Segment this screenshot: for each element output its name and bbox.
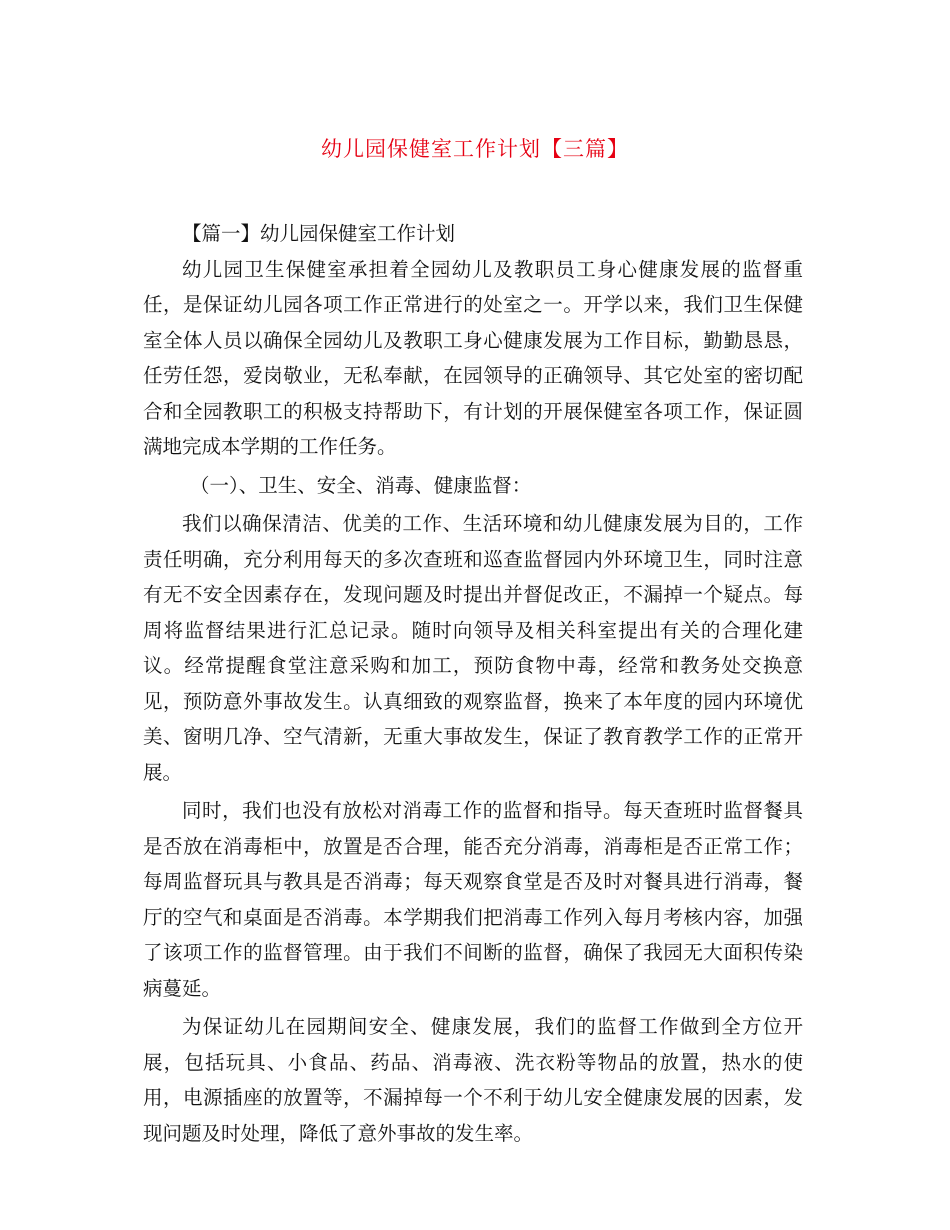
section-heading: （一）、卫生、安全、消毒、健康监督：: [190, 473, 532, 497]
paragraph-intro: 幼儿园卫生保健室承担着全园幼儿及教职员工身心健康发展的监督重任，是保证幼儿园各项工作正常进行的处室之一。开学以来，我们卫生保健室全体人员以确保全园幼儿及教职工身心健康发展为工作目标，勤勤恳恳，任劳任怨，爱岗敬业，无私奉献，在园领导的正确领导、其它处室的密切配合和全园教职工的积极支持帮助下，有计划的开展保健室各项工作，保证圆满地完成本学期的工作任务。: [143, 257, 803, 458]
paragraph-hygiene: 我们以确保清洁、优美的工作、生活环境和幼儿健康发展为目的，工作责任明确，充分利用每天的多次查班和巡查监督园内外环境卫生，同时注意有无不安全因素存在，发现问题及时提出并督促改正，不漏掉一个疑点。每周将监督结果进行汇总记录。随时向领导及相关科室提出有关的合理化建议。经常提醒食堂注意采购和加工，预防食物中毒，经常和教务处交换意见，预防意外事故发生。认真细致的观察监督，换来了本年度的园内环境优美、窗明几净、空气清新，无重大事故发生，保证了教育教学工作的正常开展。: [143, 512, 803, 784]
document-title: 幼儿园保健室工作计划【三篇】: [321, 137, 629, 161]
paragraph-safety: 为保证幼儿在园期间安全、健康发展，我们的监督工作做到全方位开展，包括玩具、小食品、药品、消毒液、洗衣粉等物品的放置，热水的使用，电源插座的放置等，不漏掉每一个不利于幼儿安全健康发展的因素，发现问题及时处理，降低了意外事故的发生率。: [143, 1015, 803, 1145]
document-body: [143, 216, 803, 1151]
paragraph-disinfection: 同时，我们也没有放松对消毒工作的监督和指导。每天查班时监督餐具是否放在消毒柜中，放置是否合理，能否充分消毒，消毒柜是否正常工作；每周监督玩具与教具是否消毒；每天观察食堂是否及时对餐具进行消毒，餐厅的空气和桌面是否消毒。本学期我们把消毒工作列入每月考核内容，加强了该项工作的监督管理。由于我们不间断的监督，确保了我园无大面积传染病蔓延。: [143, 799, 803, 1000]
part-heading: 【篇一】幼儿园保健室工作计划: [182, 222, 456, 245]
